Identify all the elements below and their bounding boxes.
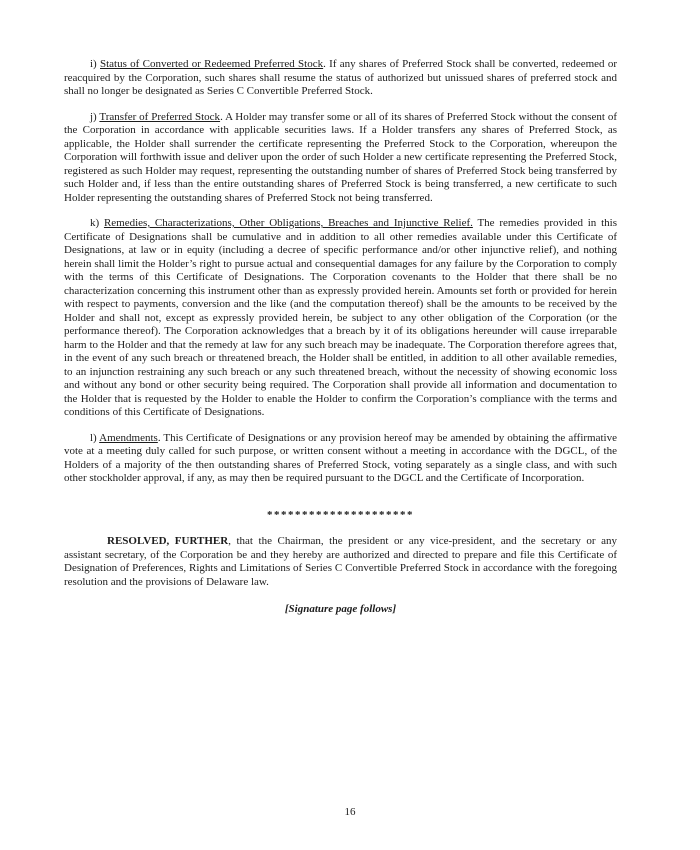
clause-i-body: . If any shares of Preferred Stock shall be converted, redeemed or reacquired by the Corporation, such shares shall resume the status of authorized but unissued shares of preferred stock and shall no longer be designated as Series C Convertible Preferred Stock. xyxy=(64,58,617,97)
clause-k-paragraph xyxy=(64,217,617,420)
page-number: 16 xyxy=(344,806,356,818)
clause-l-label: l) xyxy=(90,431,100,444)
clause-j-paragraph xyxy=(64,111,617,206)
clause-l-heading: Amendments xyxy=(99,431,158,444)
clause-l-paragraph xyxy=(64,432,617,486)
clause-j-body: . A Holder may transfer some or all of its shares of Preferred Stock without the consent of the Corporation in accordance with applicable securities laws. If a Holder transfers any shares of Preferred Stock, as applicable, the Holder shall surrender the certificate representing the Preferred Stock to the Corporation, whereupon the Corporation will forthwith issue and deliver upon the order of such Holder a new certificate representing the Preferred Stock, registered as such Holder may request, representing the outstanding number of shares of Preferred Stock being transferred by such Holder and, if less than the entire outstanding shares of Preferred Stock is being transferred, a new certificate to such Holder representing the outstanding shares of Preferred Stock not being transferred. xyxy=(64,110,617,204)
clause-k-body: The remedies provided in this Certificate of Designations shall be cumulative and in addition to all other remedies available under this Certificate of Designations, at law or in equity (including a decree of specific performance and/or other injunctive relief), and nothing herein shall limit the Holder’s right to pursue actual and consequential damages for any failure by the Corporation to comply with the terms of this Certificate of Designations. The Corporation covenants to the Holder that there shall be no characterization concerning this instrument other than as expressly provided herein. Amounts set forth or provided for herein with respect to payments, conversion and the like (and the computation thereof) shall be the amounts to be received by the Holder and shall not, except as expressly provided herein, be subject to any other obligation of the Corporation (or the performance thereof). The Corporation acknowledges that a breach by it of its obligations hereunder will cause irreparable harm to the Holder and that the remedy at law for any such breach may be inadequate. The Corporation therefore agrees that, in the event of any such breach or threatened breach, the Holder shall be entitled, in addition to all other available remedies, to an injunction restraining any such breach or any such threatened breach, without the necessity of showing economic loss and without any bond or other security being required. The Corporation shall provide all information and documentation to the Holder that is requested by the Holder to enable the Holder to confirm the Corporation’s compliance with the terms and conditions of this Certificate of Designations. xyxy=(64,217,617,418)
asterisk-separator: ********************* xyxy=(267,508,414,521)
clause-i-label: i) xyxy=(90,58,100,70)
resolved-further-paragraph xyxy=(64,535,617,589)
clause-k-label: k) xyxy=(90,217,104,229)
signature-page-note: [Signature page follows] xyxy=(284,603,397,615)
clause-i-heading: Status of Converted or Redeemed Preferred Stock xyxy=(100,58,324,70)
clause-k-heading: Remedies, Characterizations, Other Obligations, Breaches and Injunctive Relief. xyxy=(103,217,473,229)
document-body xyxy=(64,58,617,617)
resolved-further-lead: RESOLVED, FURTHER xyxy=(107,535,229,547)
clause-j-heading: Transfer of Preferred Stock xyxy=(99,110,221,123)
clause-i-paragraph xyxy=(64,58,617,99)
resolved-further-body: , that the Chairman, the president or any vice-president, and the secretary or any assistant secretary, of the Corporation be and they hereby are authorized and directed to prepare and file this Certificate of Designation of Preferences, Rights and Limitations of Series C Convertible Preferred Stock in accordance with the foregoing resolution and the provisions of Delaware law. xyxy=(64,535,617,588)
clause-j-label: j) xyxy=(90,110,100,123)
clause-l-body: . This Certificate of Designations or any provision hereof may be amended by obtaining the affirmative vote at a meeting duly called for such purpose, or written consent without a meeting in accordance with the DGCL, of the Holders of a majority of the then outstanding shares of Preferred Stock, voting separately as a single class, and with such other stockholder approval, if any, as may then be required pursuant to the DGCL and the Certificate of Incorporation. xyxy=(64,431,617,484)
